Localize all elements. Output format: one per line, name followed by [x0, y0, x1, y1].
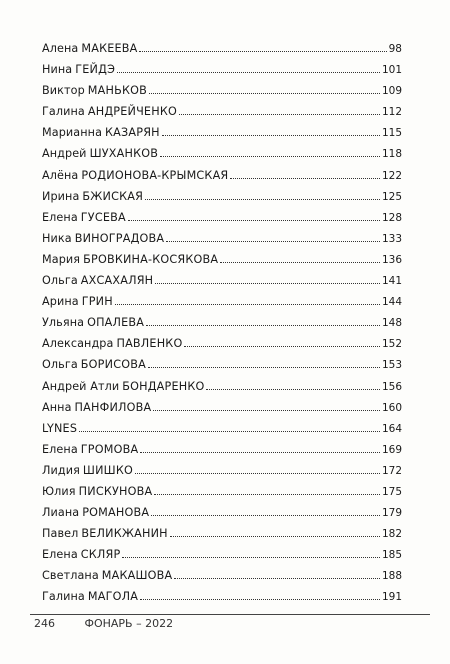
toc-entry[interactable]	[42, 481, 402, 502]
page-footer	[34, 617, 173, 630]
author-last-name: МАГОЛА	[87, 590, 139, 604]
toc-entry[interactable]	[42, 312, 402, 333]
author-last-name: БОНДАРЕНКО	[122, 379, 205, 393]
author-name	[42, 143, 158, 164]
dot-leader	[140, 599, 380, 600]
table-of-contents	[42, 38, 402, 608]
footer-page-number: 246	[34, 617, 55, 630]
author-last-name: РОМАНОВА	[82, 506, 150, 520]
author-first-name: Ольга	[42, 358, 78, 372]
author-last-name: СКЛЯР	[80, 548, 121, 562]
page-number: 175	[381, 485, 402, 498]
author-last-name: ПИСКУНОВА	[78, 484, 153, 498]
author-last-name: ГЕЙДЭ	[75, 63, 116, 77]
author-first-name: Ольга	[42, 274, 78, 288]
author-name	[42, 59, 115, 80]
dot-leader	[146, 325, 380, 326]
dot-leader	[206, 389, 379, 390]
toc-entry[interactable]	[42, 143, 402, 164]
dot-leader	[145, 199, 380, 200]
page-number: 153	[381, 359, 402, 372]
dot-leader	[117, 72, 380, 73]
author-first-name: Юлия	[42, 484, 76, 498]
toc-entry[interactable]	[42, 80, 402, 101]
author-last-name: РОДИОНОВА-КРЫМСКАЯ	[81, 168, 229, 182]
toc-entry[interactable]	[42, 586, 402, 607]
dot-leader	[184, 346, 380, 347]
page-number: 136	[381, 253, 402, 266]
author-first-name: Ника	[42, 231, 72, 245]
author-name	[42, 481, 152, 502]
author-first-name: Павел	[42, 527, 79, 541]
toc-entry[interactable]	[42, 249, 402, 270]
page-number: 128	[381, 211, 402, 224]
toc-entry[interactable]	[42, 122, 402, 143]
dot-leader	[122, 557, 379, 558]
dot-leader	[179, 114, 380, 115]
page-number: 169	[381, 443, 402, 456]
author-last-name: ПАНФИЛОВА	[74, 400, 152, 414]
author-name	[42, 80, 147, 101]
author-name	[42, 460, 133, 481]
author-name	[42, 270, 153, 291]
dot-leader	[170, 536, 380, 537]
author-first-name: Елена	[42, 548, 78, 562]
toc-entry[interactable]	[42, 270, 402, 291]
dot-leader	[139, 51, 386, 52]
dot-leader	[155, 283, 380, 284]
dot-leader	[151, 515, 380, 516]
page-number: 152	[381, 338, 402, 351]
author-name	[42, 502, 149, 523]
footer-divider	[30, 614, 430, 615]
toc-entry[interactable]	[42, 333, 402, 354]
author-name	[42, 544, 120, 565]
author-last-name: БЖИСКАЯ	[82, 189, 144, 203]
author-name	[42, 291, 113, 312]
page-number: 122	[381, 169, 402, 182]
author-name	[42, 228, 164, 249]
dot-leader	[220, 262, 380, 263]
toc-entry[interactable]	[42, 228, 402, 249]
author-last-name: ГРОМОВА	[80, 442, 139, 456]
dot-leader	[128, 220, 380, 221]
author-name	[42, 523, 168, 544]
author-name	[42, 397, 151, 418]
author-first-name: Андрей Атли	[42, 379, 120, 393]
author-name	[42, 354, 146, 375]
dot-leader	[140, 452, 380, 453]
toc-entry[interactable]	[42, 101, 402, 122]
toc-entry[interactable]	[42, 165, 402, 186]
toc-entry[interactable]	[42, 354, 402, 375]
dot-leader	[166, 241, 380, 242]
author-name	[42, 418, 77, 439]
page-number: 112	[381, 106, 402, 119]
author-first-name: Елена	[42, 442, 78, 456]
page-number: 172	[381, 464, 402, 477]
toc-entry[interactable]	[42, 38, 402, 59]
author-first-name: Алёна	[42, 168, 79, 182]
author-last-name: БОРИСОВА	[80, 358, 146, 372]
page-number: 148	[381, 317, 402, 330]
author-name	[42, 312, 144, 333]
author-name	[42, 38, 137, 59]
dot-leader	[162, 135, 380, 136]
page-number: 179	[381, 507, 402, 520]
toc-entry[interactable]	[42, 397, 402, 418]
author-last-name: АХСАХАЛЯН	[80, 274, 154, 288]
page-number: 133	[381, 232, 402, 245]
dot-leader	[115, 304, 380, 305]
toc-entry[interactable]	[42, 565, 402, 586]
toc-entry[interactable]	[42, 544, 402, 565]
page-number: 164	[381, 422, 402, 435]
author-name	[42, 165, 228, 186]
author-first-name: Ирина	[42, 189, 80, 203]
toc-entry[interactable]	[42, 291, 402, 312]
toc-entry[interactable]	[42, 186, 402, 207]
author-first-name: Андрей	[42, 147, 87, 161]
author-last-name: МАКАШОВА	[101, 569, 173, 583]
page-number: 101	[381, 64, 402, 77]
page-number: 98	[388, 43, 402, 55]
author-name	[42, 565, 172, 586]
toc-entry[interactable]	[42, 376, 402, 397]
author-first-name: Марианна	[42, 126, 103, 140]
dot-leader	[230, 178, 380, 179]
page-number: 156	[381, 380, 402, 393]
author-name	[42, 376, 204, 397]
page-number: 182	[381, 528, 402, 541]
author-first-name: Елена	[42, 210, 78, 224]
dot-leader	[160, 156, 380, 157]
author-first-name: Лидия	[42, 463, 80, 477]
author-first-name: Алена	[42, 42, 79, 55]
author-name	[42, 101, 177, 122]
author-name	[42, 207, 126, 228]
author-last-name: LYNES	[42, 421, 78, 435]
author-first-name: Ульяна	[42, 316, 85, 330]
author-name	[42, 249, 218, 270]
page-number: 109	[381, 85, 402, 98]
author-last-name: МАКЕЕВА	[81, 42, 138, 55]
author-first-name: Лиана	[42, 506, 80, 520]
page-number: 191	[381, 591, 402, 604]
author-last-name: ПАВЛЕНКО	[116, 337, 183, 351]
dot-leader	[174, 578, 380, 579]
dot-leader	[135, 473, 380, 474]
author-last-name: ШИШКО	[82, 463, 133, 477]
dot-leader	[79, 431, 380, 432]
author-last-name: ШУХАНКОВ	[89, 147, 159, 161]
author-name	[42, 586, 138, 607]
author-name	[42, 122, 160, 143]
author-name	[42, 439, 138, 460]
page-number: 125	[381, 190, 402, 203]
author-first-name: Александра	[42, 337, 114, 351]
author-first-name: Виктор	[42, 84, 85, 98]
page-number: 188	[381, 570, 402, 583]
page-number: 118	[381, 148, 402, 161]
author-last-name: БРОВКИНА-КОСЯКОВА	[83, 252, 219, 266]
author-last-name: ОПАЛЕВА	[87, 316, 145, 330]
page-number: 160	[381, 401, 402, 414]
author-first-name: Нина	[42, 63, 73, 77]
page-number: 185	[381, 549, 402, 562]
page-number: 144	[381, 296, 402, 309]
dot-leader	[149, 93, 380, 94]
author-first-name: Арина	[42, 295, 79, 309]
author-name	[42, 333, 182, 354]
dot-leader	[154, 494, 380, 495]
author-first-name: Анна	[42, 400, 72, 414]
toc-entry[interactable]	[42, 523, 402, 544]
toc-entry[interactable]	[42, 418, 402, 439]
author-first-name: Галина	[42, 590, 85, 604]
author-first-name: Мария	[42, 252, 81, 266]
author-last-name: КАЗАРЯН	[105, 126, 160, 140]
toc-entry[interactable]	[42, 502, 402, 523]
toc-entry[interactable]	[42, 439, 402, 460]
author-first-name: Светлана	[42, 569, 99, 583]
dot-leader	[153, 410, 380, 411]
toc-entry[interactable]	[42, 460, 402, 481]
toc-entry[interactable]	[42, 59, 402, 80]
author-last-name: МАНЬКОВ	[87, 84, 147, 98]
author-last-name: ГУСЕВА	[80, 210, 126, 224]
dot-leader	[148, 367, 380, 368]
author-name	[42, 186, 143, 207]
footer-publication-title: ФОНАРЬ – 2022	[84, 617, 174, 630]
author-last-name: АНДРЕЙЧЕНКО	[87, 105, 177, 119]
author-last-name: ВЕЛИКЖАНИН	[81, 527, 168, 541]
author-first-name: Галина	[42, 105, 85, 119]
toc-entry[interactable]	[42, 207, 402, 228]
author-last-name: ВИНОГРАДОВА	[74, 231, 165, 245]
page-number: 115	[381, 127, 402, 140]
author-last-name: ГРИН	[81, 295, 113, 309]
page-number: 141	[381, 275, 402, 288]
